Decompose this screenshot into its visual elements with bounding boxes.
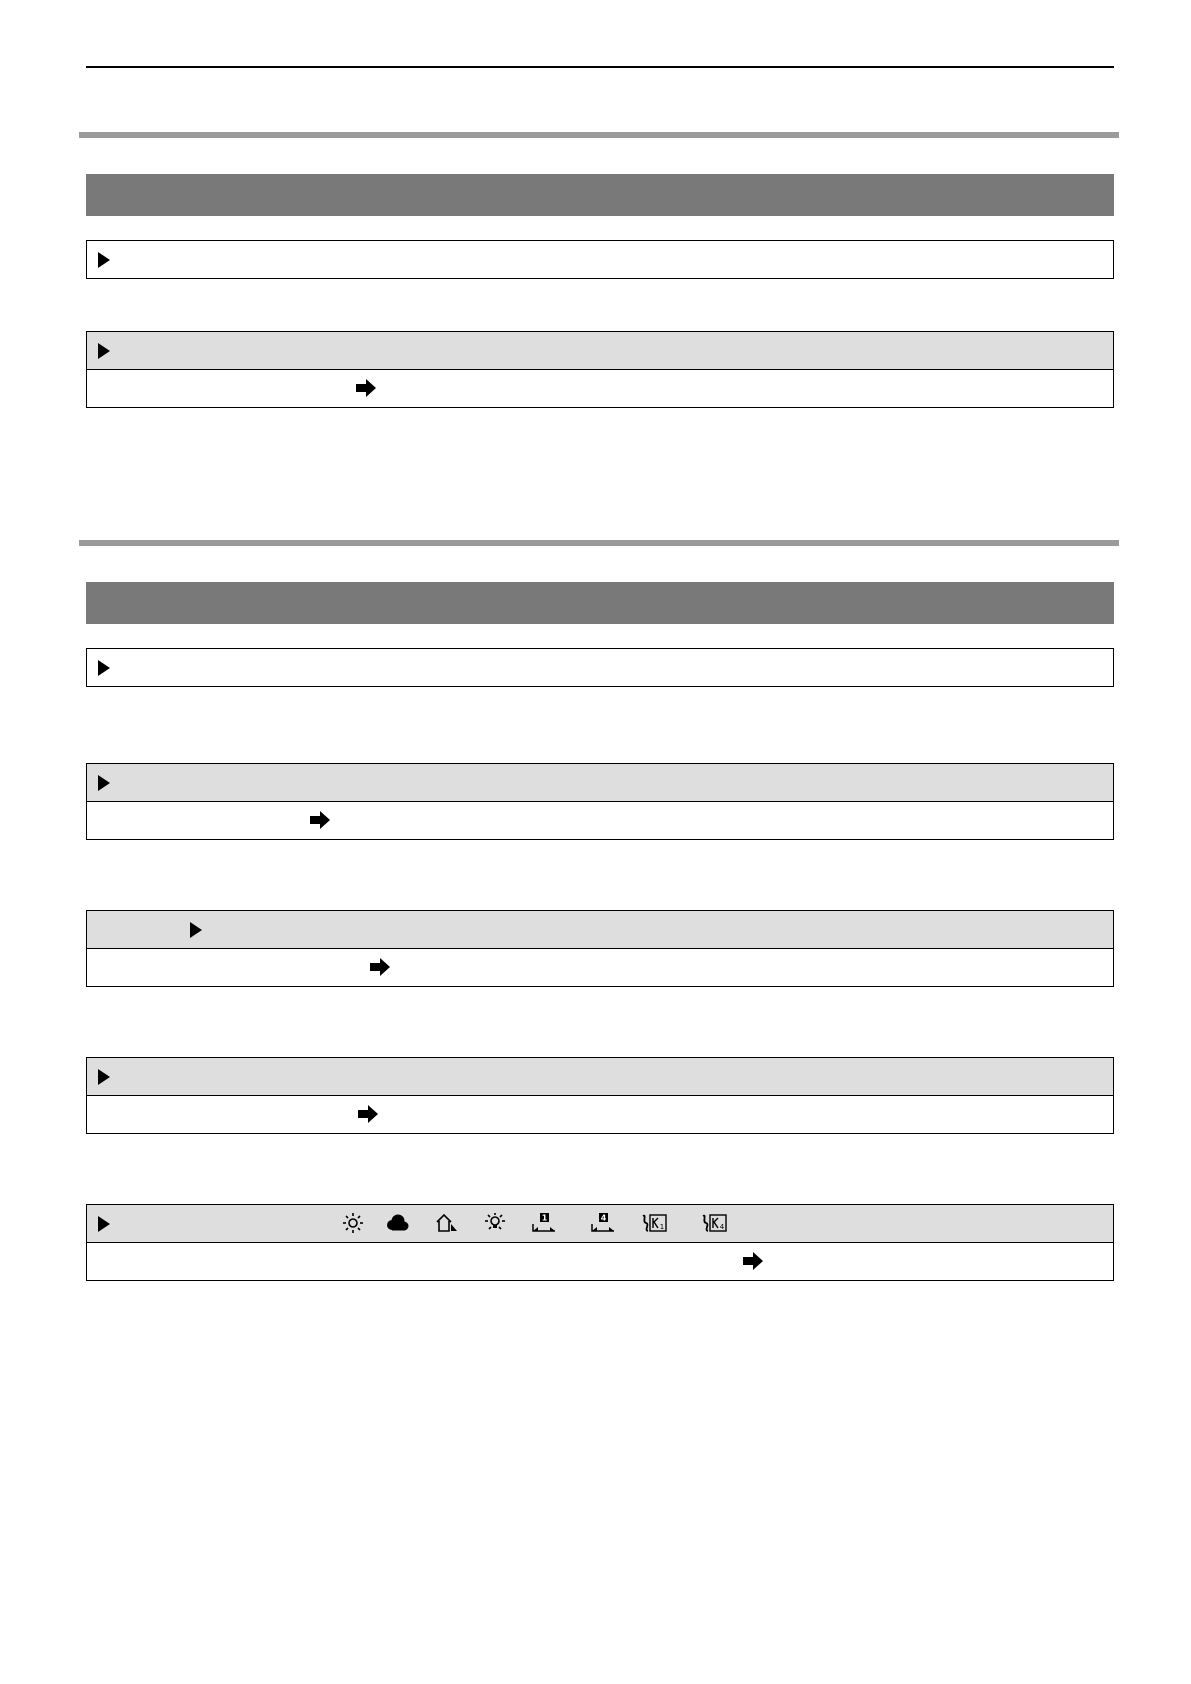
setting-box (86, 331, 1114, 408)
section-divider (79, 540, 1119, 546)
svg-text:1: 1 (541, 1213, 548, 1223)
play-triangle-icon (190, 922, 202, 938)
svg-text:1: 1 (659, 1223, 665, 1231)
incandescent-icon (481, 1211, 509, 1235)
svg-text:4: 4 (600, 1213, 607, 1223)
color-temperature-k1-icon (640, 1211, 668, 1235)
play-triangle-icon (98, 775, 110, 791)
svg-text:4: 4 (719, 1223, 725, 1231)
section-title-bar (86, 582, 1114, 624)
right-arrow-icon (355, 378, 377, 398)
setting-header-row (87, 911, 1113, 948)
play-triangle-icon (98, 343, 110, 359)
cloudy-icon (383, 1211, 411, 1235)
setting-header-row (87, 764, 1113, 801)
menu-path-row (87, 649, 1113, 686)
section-title-bar (86, 174, 1114, 216)
setting-box (86, 910, 1114, 987)
play-triangle-icon (98, 1216, 110, 1232)
setting-link-row (87, 948, 1113, 986)
section-divider (79, 132, 1119, 138)
color-temperature-k4-icon (700, 1211, 728, 1235)
setting-header-row (87, 332, 1113, 369)
right-arrow-icon (742, 1251, 764, 1271)
play-triangle-icon (98, 660, 110, 676)
setting-link-row (87, 369, 1113, 407)
menu-path-box (86, 240, 1114, 279)
sunny-icon (339, 1211, 367, 1235)
white-balance-box (86, 1204, 1114, 1281)
right-arrow-icon (309, 810, 331, 830)
white-balance-link-row (87, 1242, 1113, 1280)
menu-path-row (87, 241, 1113, 278)
setting-link-row (87, 1095, 1113, 1133)
white-set-4-icon (589, 1211, 617, 1235)
setting-box (86, 763, 1114, 840)
shade-icon (433, 1211, 461, 1235)
menu-path-box (86, 648, 1114, 687)
play-triangle-icon (98, 1069, 110, 1085)
top-rule (86, 66, 1114, 68)
right-arrow-icon (357, 1104, 379, 1124)
setting-link-row (87, 801, 1113, 839)
play-triangle-icon (98, 252, 110, 268)
setting-header-row (87, 1058, 1113, 1095)
setting-box (86, 1057, 1114, 1134)
white-balance-header-row (87, 1205, 1113, 1242)
white-set-1-icon (530, 1211, 558, 1235)
right-arrow-icon (369, 957, 391, 977)
